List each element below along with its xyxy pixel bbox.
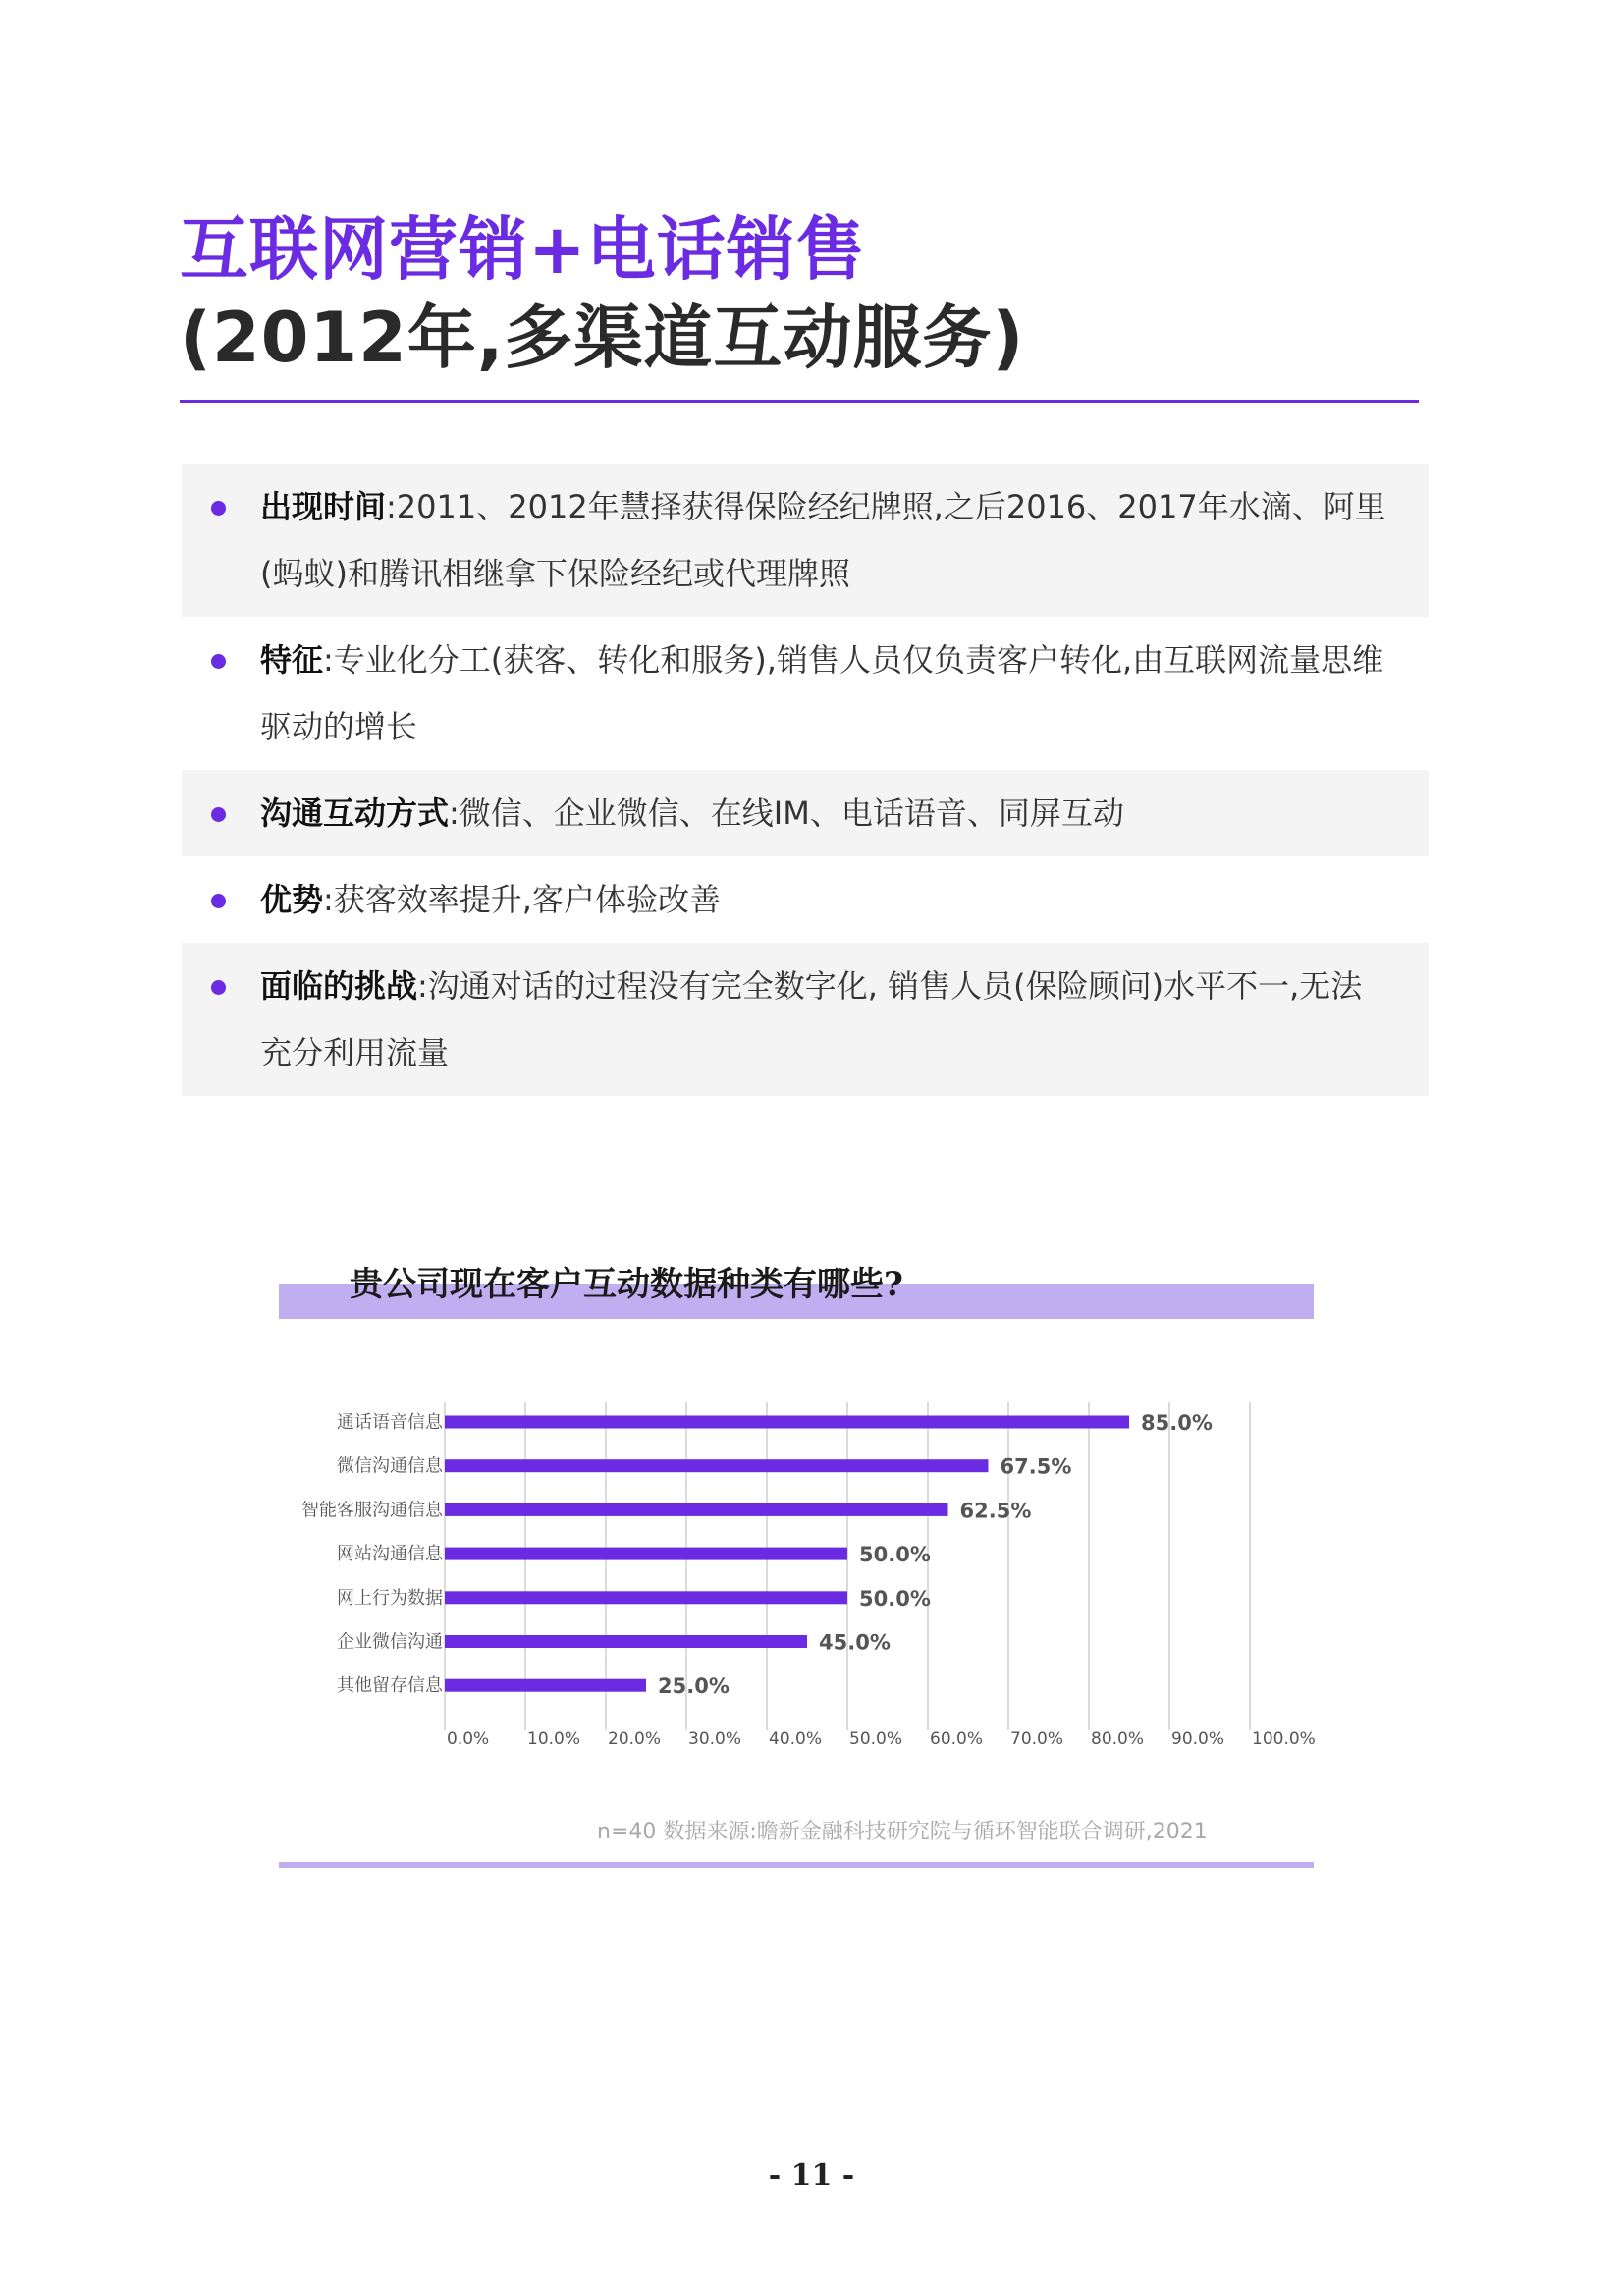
category-label: 企业微信沟通 bbox=[337, 1631, 443, 1653]
bullet-text: :2011、2012年慧择获得保险经纪牌照,之后2016、2017年水滴、阿里(蚂蚁)和腾讯相继拿下保险经纪或代理牌照 bbox=[260, 488, 1386, 592]
bar bbox=[445, 1416, 1129, 1429]
page-title: 互联网营销+电话销售 bbox=[180, 209, 866, 290]
page-subtitle: (2012年,多渠道互动服务) bbox=[180, 298, 1025, 378]
x-tick-label: 70.0% bbox=[1010, 1729, 1064, 1749]
bar bbox=[445, 1459, 989, 1472]
bar bbox=[445, 1548, 847, 1560]
category-label: 其他留存信息 bbox=[337, 1675, 443, 1697]
bar bbox=[445, 1503, 948, 1516]
x-tick-label: 90.0% bbox=[1171, 1729, 1225, 1749]
data-label: 62.5% bbox=[959, 1499, 1032, 1523]
chart-bottom-divider bbox=[279, 1862, 1314, 1868]
x-tick-label: 0.0% bbox=[447, 1729, 490, 1749]
data-label: 67.5% bbox=[1000, 1454, 1072, 1479]
x-tick-label: 40.0% bbox=[769, 1729, 823, 1749]
bar bbox=[445, 1591, 847, 1604]
category-label: 微信沟通信息 bbox=[337, 1455, 443, 1477]
bullet-text: :获客效率提升,客户体验改善 bbox=[323, 881, 721, 918]
chart-title: 贵公司现在客户互动数据种类有哪些? bbox=[350, 1265, 903, 1304]
category-label: 通话语音信息 bbox=[337, 1412, 443, 1433]
category-label: 网站沟通信息 bbox=[337, 1544, 443, 1565]
page-number: - 11 - bbox=[768, 2159, 855, 2193]
chart-source-note: n=40 数据来源:瞻新金融科技研究院与循环智能联合调研,2021 bbox=[597, 1820, 1208, 1844]
bullet-key: 特征 bbox=[260, 641, 324, 679]
bar bbox=[445, 1679, 646, 1692]
category-label: 智能客服沟通信息 bbox=[301, 1500, 443, 1521]
x-tick-label: 10.0% bbox=[527, 1729, 581, 1749]
bullet-text: :微信、企业微信、在线IM、电话语音、同屏互动 bbox=[449, 794, 1124, 832]
bullet-key: 优势 bbox=[260, 881, 324, 918]
category-label: 网上行为数据 bbox=[337, 1587, 443, 1609]
x-tick-label: 80.0% bbox=[1091, 1729, 1145, 1749]
bar bbox=[445, 1635, 807, 1648]
bullet-text: :专业化分工(获客、转化和服务),销售人员仅负责客户转化,由互联网流量思维驱动的增长 bbox=[260, 641, 1384, 745]
data-label: 45.0% bbox=[819, 1630, 891, 1655]
bullet-key: 出现时间 bbox=[260, 488, 387, 525]
data-label: 25.0% bbox=[658, 1674, 730, 1699]
x-tick-label: 20.0% bbox=[608, 1729, 662, 1749]
bullet-key: 面临的挑战 bbox=[260, 967, 418, 1005]
x-tick-label: 30.0% bbox=[688, 1729, 742, 1749]
x-tick-label: 60.0% bbox=[930, 1729, 984, 1749]
x-tick-label: 50.0% bbox=[849, 1729, 903, 1749]
bullet-text: :沟通对话的过程没有完全数字化, 销售人员(保险顾问)水平不一,无法充分利用流量 bbox=[260, 967, 1363, 1071]
bullet-key: 沟通互动方式 bbox=[260, 794, 450, 832]
data-label: 50.0% bbox=[859, 1586, 931, 1611]
x-tick-label: 100.0% bbox=[1252, 1729, 1316, 1749]
data-label: 50.0% bbox=[859, 1543, 931, 1567]
data-label: 85.0% bbox=[1141, 1411, 1213, 1435]
